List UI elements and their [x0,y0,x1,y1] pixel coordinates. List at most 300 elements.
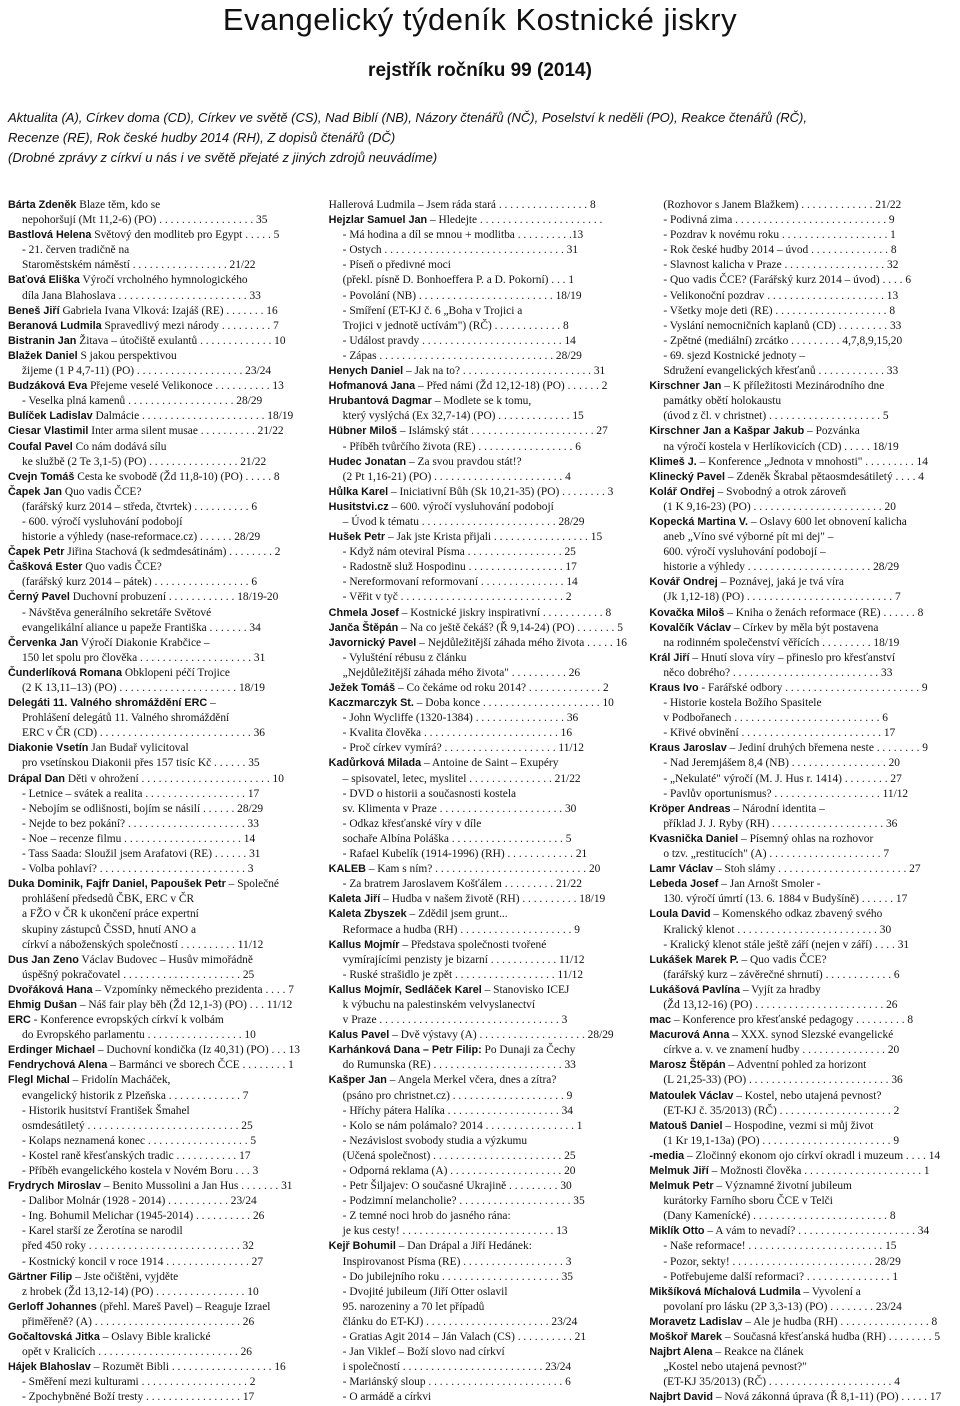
entry-text: - Zpětné (mediální) zrcátko . . . . . . . . . 4,7,8,9,15,20 [663,334,903,347]
entry-author: Kadůrková Milada [328,757,422,770]
index-entry [8,1300,311,1315]
entry-author: Hübner Miloš [328,425,398,438]
entry-text: – Jste očištěni, vyjděte [75,1270,179,1283]
index-entry [329,515,632,530]
entry-text: (Dany Kamenícké) . . . . . . . . . . . . . . . . . . . . . . . . 8 [663,1210,896,1223]
index-entry [649,651,952,666]
index-entry [649,575,952,590]
index-entry [329,1073,632,1088]
index-entry [329,802,632,817]
index-entry [649,862,952,877]
index-entry [8,289,311,304]
index-entry [329,545,632,560]
index-entry [649,953,952,968]
entry-text: Reformace a hudba (RH) . . . . . . . . . . . . . . . . . . . . 9 [342,923,580,936]
entry-text: – Konference „Jednota v mnohosti" . . . . . . . . . 14 [699,455,928,468]
index-entry [329,847,632,862]
index-entry [649,998,952,1013]
entry-text: z hrobek (Žd 13,12-14) (PO) . . . . . . . . . . . . . . . . 10 [22,1285,259,1298]
entry-author: KALEB [328,863,366,876]
entry-text: - Ruské strašidlo je zpět . . . . . . . . . . . . . . . . . . 11/12 [342,968,584,981]
entry-author: Červenka Jan [8,636,79,649]
entry-text: Dalmácie . . . . . . . . . . . . . . . . . . . . . . 18/19 [95,410,294,423]
entry-text: – Hnutí slova víry – přineslo pro křesťanství [692,651,896,664]
entry-author: Kolář Ondřej [649,485,715,498]
entry-text: - Když nám oteviral Písma . . . . . . . . . . . . . . . . . 25 [342,546,576,559]
entry-author: Kovář Ondrej [649,576,718,589]
index-entry [649,711,952,726]
entry-text: Co nám dodává sílu [75,440,167,453]
index-entry [649,1179,952,1194]
index-entry [649,802,952,817]
entry-text: - Kostel raně křesťanských tradic . . . . . . . . . . . 17 [22,1149,251,1162]
entry-text: - Petr Šiljajev: O současné Ukrajině . . . . . . . . . 30 [342,1180,572,1193]
entry-text: – 600. výročí vysluhování podobojí [391,500,554,513]
entry-text: – Hospodine, vezmi si můj život [725,1119,874,1132]
entry-text: - Karel starší ze Žerotína se narodil [22,1225,183,1238]
entry-text: - Kvalita člověka . . . . . . . . . . . . . . . . . . . . . . . . 16 [342,727,573,740]
index-entry [649,455,952,470]
index-entry [329,1390,632,1405]
index-entry [8,1285,311,1300]
index-entry [8,726,311,741]
index-entry [329,1043,632,1058]
entry-text: – Před námi (Žd 12,12-18) (PO) . . . . . . 2 [417,380,608,393]
entry-text: sochaře Albína Poláška . . . . . . . . . . . . . . . . . . . . 5 [342,832,572,845]
entry-text: - Smíření (ET-KJ č. 6 „Boha v Trojici a [342,304,523,317]
entry-text: Duchovní probuzení . . . . . . . . . . . . 18/19-20 [72,591,279,604]
index-entry [8,1058,311,1073]
entry-text: – Stoh slámy . . . . . . . . . . . . . . . . . . . . . . . 27 [715,863,921,876]
index-entry [329,228,632,243]
index-entry [649,228,952,243]
index-columns [8,198,952,1406]
index-entry [8,756,311,771]
entry-author: Mikšíková Míchalová Ludmila [649,1285,801,1298]
entry-author: Matouš Daniel [649,1119,723,1132]
index-entry [8,1089,311,1104]
index-entry [8,470,311,485]
entry-text: – Dvě výstavy (A) . . . . . . . . . . . . . . . . . . . 28/29 [392,1029,614,1042]
entry-text: sv. Klimenta v Praze . . . . . . . . . . . . . . . . . . . . . . 30 [342,802,577,815]
entry-text: - Věřit v tyč . . . . . . . . . . . . . . . . . . . . . . . . . . . . . 2 [342,591,572,604]
index-entry [8,424,311,439]
entry-author: Javornický Pavel [328,636,417,649]
index-entry [329,1119,632,1134]
index-entry [8,862,311,877]
index-entry [329,756,632,771]
entry-text: a FŽO v ČR k ukončení práce expertní [22,908,199,921]
entry-text: - Kolo se nám polámalo? 2014 . . . . . . . . . . . . . . . . 1 [342,1119,583,1132]
index-entry [649,1058,952,1073]
entry-text: (1 Kr 19,1-13a) (PO) . . . . . . . . . . . . . . . . . . . . . . . 9 [663,1134,900,1147]
index-entry [329,289,632,304]
index-entry [649,334,952,349]
index-entry [649,877,952,892]
index-entry [329,1013,632,1028]
entry-text: Inspirovanost Písma (RE) . . . . . . . . . . . . . . . . . . 3 [342,1255,572,1268]
index-entry [8,1073,311,1088]
index-entry [329,938,632,953]
entry-text: žijeme (1 P 4,7-11) (PO) . . . . . . . . . . . . . . . . . . . 23/24 [22,365,272,378]
index-entry [8,666,311,681]
entry-text: – Angela Merkel včera, dnes a zítra? [389,1074,557,1087]
entry-text: - Historie kostela Božího Spasitele [663,697,822,710]
index-entry [649,1255,952,1270]
entry-author: Erdinger Michael [8,1044,95,1057]
entry-author: Kaleta Jiří [328,893,381,906]
index-entry [329,877,632,892]
index-entry [8,1330,311,1345]
entry-author: Kaleta Zbyszek [328,908,407,921]
entry-text: – Úvod k tématu . . . . . . . . . . . . . . . . . . . . . . . . 28/29 [342,515,585,528]
index-entry [329,1058,632,1073]
entry-author: Kopecká Martina V. [649,515,748,528]
index-entry [329,892,632,907]
index-entry [649,832,952,847]
entry-text: (úvod z čl. v christnet) . . . . . . . . . . . . . . . . . . . . 5 [663,410,889,423]
index-entry [649,1119,952,1134]
index-entry [649,258,952,273]
index-entry [8,1194,311,1209]
entry-text: Gabriela Ivana Vlková: Izajáš (RE) . . . . . . . 16 [62,304,278,317]
entry-author: Hájek Blahoslav [8,1361,91,1374]
entry-text: (2 Pt 1,16-21) (PO) . . . . . . . . . . . . . . . . . . . . . . . 4 [342,470,571,483]
index-entry [329,1345,632,1360]
entry-author: Hofmanová Jana [328,380,416,393]
entry-text: evangelický historik z Plzeňska . . . . . . . . . . . . . 7 [22,1089,249,1102]
entry-text: – Významné životní jubileum [716,1180,852,1193]
entry-text: - Křivé obvinění . . . . . . . . . . . . . . . . . . . . . . . . . 17 [663,727,896,740]
entry-text: – Jediní druhých břemena neste . . . . . . . . 9 [729,742,928,755]
entry-text: (farářský kurz – závěrečné shrnutí) . . . . . . . . . . . . 6 [663,968,900,981]
index-entry [329,1179,632,1194]
index-entry [329,681,632,696]
index-entry [329,243,632,258]
index-entry [649,892,952,907]
entry-text: - Událost pravdy . . . . . . . . . . . . . . . . . . . . . . . . . 14 [342,334,576,347]
index-entry [649,1239,952,1254]
index-entry [649,1209,952,1224]
index-entry [329,590,632,605]
entry-text: opět v Kralicích . . . . . . . . . . . . . . . . . . . . . . . . . 26 [22,1346,252,1359]
index-entry [329,1239,632,1254]
index-entry [8,379,311,394]
entry-text: – Rozumět Bibli . . . . . . . . . . . . . . . . . . 16 [93,1361,286,1374]
entry-text: skupiny zástupců ČSSD, hnutí ANO a [22,923,197,936]
index-entry [8,741,311,756]
index-entry [8,1270,311,1285]
entry-text: - O armádě a církvi [342,1391,432,1404]
entry-author: Čapek Jan [8,485,63,498]
index-entry [329,1149,632,1164]
entry-author: Husitstvi.cz [328,500,389,513]
entry-author: Klimeš J. [649,455,697,468]
index-entry [649,1345,952,1360]
index-entry [8,319,311,334]
entry-text: – Islámský stát . . . . . . . . . . . . . . . . . . . . . . 27 [399,425,608,438]
entry-text: - Noe – recenze filmu . . . . . . . . . . . . . . . . . . . . . 14 [22,832,256,845]
index-entry [8,560,311,575]
entry-author: Klinecký Pavel [649,470,725,483]
entry-text: (ET-KJ č. 35/2013) (RČ) . . . . . . . . . . . . . . . . . . . . 2 [663,1104,900,1117]
index-entry [8,515,311,530]
index-entry [8,1179,311,1194]
index-column-2 [329,198,632,1406]
entry-author: Hejzlar Samuel Jan [328,214,428,227]
index-entry [329,424,632,439]
entry-text: – Jan Arnošt Smoler - [721,878,821,891]
entry-text: – Církev by měla být postavena [733,621,879,634]
index-entry [8,409,311,424]
entry-text: - Letnice – svátek a realita . . . . . . . . . . . . . . . . . . 17 [22,787,260,800]
entry-text: (farářský kurz 2014 – středa, čtvrtek) . . . . . . . . . . 6 [22,500,258,513]
index-entry [329,787,632,802]
entry-text: církví a náboženských společností . . . . . . . . . . 11/12 [22,938,264,951]
index-entry [8,530,311,545]
entry-text: - Zpochybněné Boží tresty . . . . . . . . . . . . . . . . . 17 [22,1391,255,1404]
index-entry [329,1209,632,1224]
index-entry [649,772,952,787]
index-entry [649,968,952,983]
entry-text: – Kam s ním? . . . . . . . . . . . . . . . . . . . . . . . . . . . 20 [368,863,601,876]
index-entry [329,666,632,681]
entry-text: o tzv. „restitucích" (A) . . . . . . . . . . . . . . . . . . . . 7 [663,848,890,861]
entry-text: – Představa společnosti tvořené [402,938,547,951]
entry-text: – Kniha o ženách reformace (RE) . . . . . . 8 [727,606,924,619]
index-entry [8,455,311,470]
entry-text: Blaze těm, kdo se [79,199,161,211]
entry-text: Sdružení evangelických křesťanů . . . . . . . . . . . . 33 [663,365,899,378]
entry-author: Delegáti 11. Valného shromáždění ERC [8,697,208,710]
entry-text: historie a výhledy (nase-reformace.cz) . . . . . . 28/29 [22,531,261,544]
entry-author: Najbrt David [649,1391,713,1404]
entry-text: nepohoršují (Mt 11,2-6) (PO) . . . . . . . . . . . . . . . . . 35 [22,214,268,227]
index-entry [329,455,632,470]
entry-text: Trojici v jednotě uctívám") (RČ) . . . . . . . . . . . . 8 [342,319,569,332]
index-entry [649,379,952,394]
entry-text: díla Jana Blahoslava . . . . . . . . . . . . . . . . . . . . . . . 33 [22,289,261,302]
entry-text: - Nezávislost svobody studia a výzkumu [342,1134,528,1147]
entry-author: Janča Štěpán [328,621,399,634]
entry-author: ERC [8,1014,31,1027]
index-entry [8,923,311,938]
index-entry [649,907,952,922]
index-entry [8,1209,311,1224]
index-entry [329,258,632,273]
entry-text: (překl. písně D. Bonhoeffera P. a D. Pokorní) . . . 1 [342,274,575,287]
entry-author: Gerloff Johannes [8,1300,97,1313]
entry-text: - Zápas . . . . . . . . . . . . . . . . . . . . . . . . . . . . . . . 28/29 [342,349,582,362]
entry-text: - Dvojité jubileum (Jiří Otter oslavil [342,1285,508,1298]
index-entry [8,349,311,364]
entry-text: - 600. výročí vysluhování podobojí [22,515,183,528]
entry-author: -media [649,1149,685,1162]
index-entry [8,485,311,500]
entry-author: Dus Jan Zeno [8,953,79,966]
index-entry [649,621,952,636]
entry-text: (Jk 1,12-18) (PO) . . . . . . . . . . . . . . . . . . . . . . . . . . 7 [663,591,901,604]
index-entry [329,741,632,756]
page-title: Evangelický týdeník Kostnické jiskry [222,2,738,37]
entry-author: Bulíček Ladislav [8,410,93,423]
entry-text: na výročí kostela v Herlíkovicích (CD) . . . . . 18/19 [663,440,899,453]
index-entry [8,772,311,787]
entry-text: – Za svou pravdou stát!? [408,455,522,468]
entry-text: – Jak na to? . . . . . . . . . . . . . . . . . . . . . . . 31 [405,365,606,378]
entry-text: Jan Budař vylicitoval [91,742,189,755]
entry-author: Dvořáková Hana [8,983,93,996]
entry-text: – Zdědil jsem grunt... [409,908,508,921]
index-entry [8,802,311,817]
entry-text: - Rafael Kubelík (1914-1996) (RH) . . . . . . . . . . . . 21 [342,848,588,861]
entry-author: Fendrychová Alena [8,1059,108,1072]
entry-author: Kallus Mojmír, Sedláček Karel [328,983,482,996]
entry-text: Quo vadis ČCE? [85,561,162,574]
entry-author: Lukášek Marek P. [649,953,739,966]
index-entry [8,545,311,560]
entry-author: Hrubantová Dagmar [328,395,432,408]
index-entry [649,1270,952,1285]
entry-text: historie a výhledy . . . . . . . . . . . . . . . . . . . . . . 28/29 [663,561,900,574]
entry-text: (farářský kurz 2014 – pátek) . . . . . . . . . . . . . . . . . 6 [22,576,258,589]
entry-text: – Kostel, nebo utajená pevnost? [736,1089,882,1102]
entry-text: - Odkaz křesťanské víry v díle [342,817,482,830]
entry-text: – Pozvánka [807,425,860,438]
entry-text: – Hudba v našem životě (RH) . . . . . . . . . . 18/19 [383,893,606,906]
index-entry [649,1149,952,1164]
entry-text: aneb „Víno své výborné pít mi dej" – [663,531,834,544]
entry-text: - Má hodina a díl se mnou + modlitba . . . . . . . . . .13 [342,229,584,242]
index-entry [8,877,311,892]
entry-author: Moravetz Ladislav [649,1315,743,1328]
index-entry [329,1300,632,1315]
index-entry [8,213,311,228]
entry-text: před 450 roky . . . . . . . . . . . . . . . . . . . . . . . . . . . 32 [22,1240,254,1253]
entry-text: úspěšný pokračovatel . . . . . . . . . . . . . . . . . . . . . 25 [22,968,255,981]
entry-text: S jakou perspektivou [80,349,177,362]
index-entry [8,847,311,862]
index-entry [329,1360,632,1375]
entry-text: – Komenského odkaz zbavený svého [713,908,883,921]
entry-author: Kalus Pavel [328,1029,390,1042]
index-entry [8,998,311,1013]
entry-author: Drápal Dan [8,772,65,785]
entry-text: památky obětí holokaustu [663,395,782,408]
entry-text: - Všetky moje deti (RE) . . . . . . . . . . . . . . . . . . . . 8 [663,304,896,317]
entry-text: – [210,697,216,710]
abbr-line-2: Recenze (RE), Rok české hudby 2014 (RH), Z dopisů čtenářů (DČ) [8,130,396,145]
entry-text: – Ale je hudba (RH) . . . . . . . . . . . . . . . . 8 [745,1315,938,1328]
entry-text: Světový den modliteb pro Egypt . . . . . 5 [94,229,280,242]
entry-text: – spisovatel, letec, myslitel . . . . . . . . . . . . . . . 21/22 [342,772,581,785]
entry-author: Matoulek Václav [649,1089,734,1102]
entry-text: - Dalibor Molnár (1928 - 2014) . . . . . . . . . . . 23/24 [22,1195,257,1208]
index-entry [329,470,632,485]
entry-text: prohlášení předsedů ČBK, ERC v ČR [22,893,195,906]
index-entry [649,726,952,741]
index-entry [8,1315,311,1330]
index-entry [8,696,311,711]
entry-author: Hůlka Karel [328,485,389,498]
entry-text: – K příležitosti Mezinárodního dne [724,380,885,393]
entry-author: Baťová Eliška [8,274,80,287]
entry-author: Kaczmarczyk St. [328,697,414,710]
entry-text: - Ing. Bohumil Melichar (1945-2014) . . . . . . . . . . 26 [22,1210,265,1223]
index-entry [329,1194,632,1209]
entry-text: článku do ET-KJ) . . . . . . . . . . . . . . . . . . . . . . 23/24 [342,1315,578,1328]
abbreviation-legend [8,108,952,168]
entry-text: – Stanovisko ICEJ [484,983,570,996]
index-entry [8,651,311,666]
entry-text: 150 let spolu pro člověka . . . . . . . . . . . . . . . . . . . . 31 [22,651,266,664]
entry-author: Lebeda Josef [649,878,719,891]
entry-text: Obklopeni péčí Trojice [124,666,230,679]
entry-text: (Učená společnost) . . . . . . . . . . . . . . . . . . . . . . . 25 [342,1149,576,1162]
entry-text: - Historik husitství František Šmahel [22,1104,190,1117]
entry-text: do Rumunska (RE) . . . . . . . . . . . . . . . . . . . . . . . 33 [342,1059,576,1072]
entry-text: Výročí vrcholného hymnologického [82,274,248,287]
entry-text: - Kolaps neznamená konec . . . . . . . . . . . . . . . . . . 5 [22,1134,257,1147]
entry-author: Hušek Petr [328,531,386,544]
index-entry [649,938,952,953]
entry-text: – A vám to nevadí? . . . . . . . . . . . . . . . . . . . . . 34 [707,1225,930,1238]
entry-text: – Fridolín Macháček, [72,1074,171,1087]
entry-text: – Vyjít za hradby [742,983,821,996]
index-entry [8,243,311,258]
entry-author: Kejř Bohumil [328,1240,396,1253]
entry-text: – Oslavy 600 let obnovení kalicha [750,515,907,528]
index-entry [649,273,952,288]
entry-text: který vyslýchá (Ex 32,7-14) (PO) . . . . . . . . . . . . . 15 [342,410,584,423]
index-entry [329,636,632,651]
entry-author: Kraus Ivo [649,682,699,694]
abbr-line-1: Aktualita (A), Církev doma (CD), Církev ve světě (CS), Nad Biblí (NB), Názory čtenářů (NČ), Poselství k neděli (PO), Reakce čtenářů (RČ), [8,110,807,125]
entry-text: - Vylušténí rébusu z článku [342,651,467,664]
entry-author: Ciesar Vlastimil [8,425,89,438]
entry-text: – Adventní pohled za horizont [728,1059,867,1072]
entry-author: Bastlová Helena [8,229,92,242]
entry-author: Chmela Josef [328,606,399,619]
index-entry [649,349,952,364]
entry-text: – Oslavy Bible kralické [102,1331,211,1344]
entry-text: – Zločinný ekonom ojo církví okradl i muzeum . . . . 14 [687,1149,941,1162]
entry-text: – XXX. synod Slezské evangelické [732,1029,894,1042]
entry-text: (2 K 13,11–13) (PO) . . . . . . . . . . . . . . . . . . . . . 18/19 [22,682,265,694]
index-entry [8,621,311,636]
index-entry [8,258,311,273]
index-entry [649,364,952,379]
entry-text: 95. narozeniny a 70 let případů [342,1300,485,1313]
index-entry [329,394,632,409]
index-entry [8,938,311,953]
abbr-line-3: (Drobné zprávy z církví u nás i ve světě přejaté z jiných zdrojů neuvádíme) [8,150,438,165]
entry-text: Prohlášení delegátů 11. Valného shromáždění [22,712,230,725]
entry-text: „Nejdůležitější záhada mého života" . . . . . . . . . . 26 [342,666,581,679]
entry-author: Beneš Jiří [8,304,60,317]
index-entry [8,1028,311,1043]
entry-text: i společností . . . . . . . . . . . . . . . . . . . . . . . . . 23/24 [342,1361,572,1374]
index-entry [8,681,311,696]
index-entry [329,772,632,787]
entry-author: Henych Daniel [328,365,404,378]
index-entry [649,983,952,998]
index-entry [329,711,632,726]
index-entry [329,832,632,847]
index-entry [649,515,952,530]
entry-text: Výročí Diakonie Krabčice – [80,636,210,649]
entry-text: - Quo vadis ČCE? (Farářský kurz 2014 – úvod) . . . . 6 [663,274,912,287]
